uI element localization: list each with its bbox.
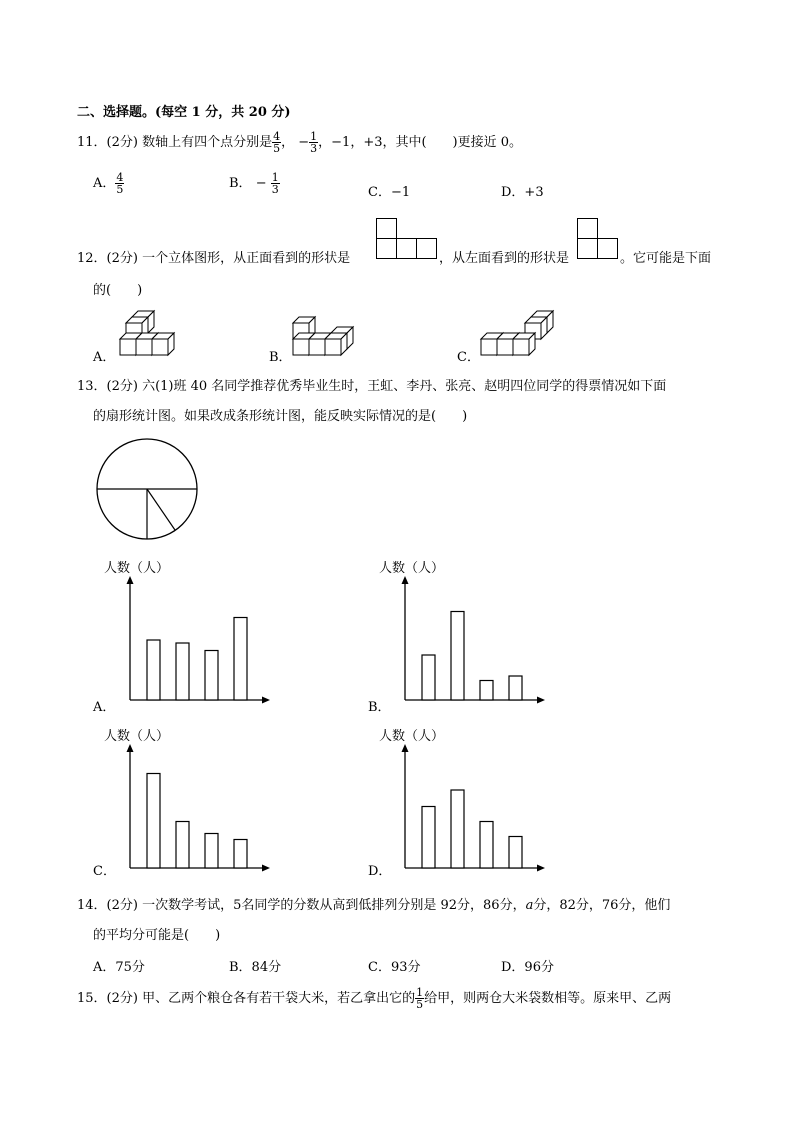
cube-front: [481, 339, 497, 355]
fraction-1-3: $\frac{1}{3}$: [310, 130, 318, 155]
q12-option-a[interactable]: A．: [93, 350, 116, 365]
x-axis-arrow: [537, 697, 545, 704]
cube-front: [497, 339, 513, 355]
q14-line2: 的平均分可能是( ): [93, 928, 221, 943]
variable-a: a: [525, 898, 534, 913]
cube-front: [152, 339, 168, 355]
q14-option-b[interactable]: B．84分: [229, 960, 282, 975]
bar: [176, 822, 189, 869]
q11-lead: 11．(2分) 数轴上有四个点分别是: [77, 135, 273, 150]
q13-option-d[interactable]: D．: [368, 864, 392, 879]
left-view-figure: [577, 218, 619, 260]
q13-option-c[interactable]: C．: [93, 864, 116, 879]
bar: [480, 681, 493, 701]
bar: [422, 655, 435, 700]
q13-option-b[interactable]: B．: [368, 700, 391, 715]
cube-front: [120, 339, 136, 355]
bar: [205, 834, 218, 869]
question-15: 15．(2分) 甲、乙两个粮仓各有若干袋大米，若乙拿出它的 $\frac{1}{5}$ 给甲，则两仓大米袋数相等。原来甲、乙两: [77, 986, 672, 1011]
q14-option-a[interactable]: A．75分: [93, 960, 145, 975]
cube-front: [513, 339, 529, 355]
bar-chart-c: [104, 728, 278, 878]
bar: [234, 618, 247, 701]
q12-lead: 12．(2分) 一个立体图形，从正面看到的形状是: [77, 251, 351, 266]
q12-mid: ，从左面看到的形状是: [439, 251, 570, 266]
front-view-figure: [376, 218, 438, 260]
bar-chart-b: [379, 560, 553, 710]
cube-front: [136, 339, 152, 355]
bar: [234, 840, 247, 869]
bar-chart-a: [104, 560, 278, 710]
q12-option-c[interactable]: C．: [457, 350, 480, 365]
y-axis-arrow: [127, 744, 134, 752]
bar: [451, 790, 464, 868]
bar: [147, 640, 160, 700]
cube-figure-c: [479, 306, 559, 358]
q14-option-c[interactable]: C．93分: [368, 960, 421, 975]
y-axis-label: 人数（人）: [379, 561, 445, 576]
x-axis-arrow: [537, 865, 545, 872]
q14-option-d[interactable]: D．96分: [501, 960, 554, 975]
bar: [176, 643, 189, 700]
y-axis-label: 人数（人）: [379, 729, 445, 744]
cube-front: [293, 339, 309, 355]
y-axis-arrow: [402, 744, 409, 752]
q13-line2: 的扇形统计图。如果改成条形统计图，能反映实际情况的是( ): [93, 409, 468, 424]
q12-tail: 。它可能是下面: [620, 251, 712, 266]
pie-chart: [95, 437, 199, 541]
q11-option-d[interactable]: D．+3: [501, 185, 544, 200]
cube-figure-a: [118, 306, 188, 358]
bar: [509, 676, 522, 700]
q11-option-a[interactable]: A． $\frac{4}{5}$: [93, 171, 124, 196]
section-title: 二、选择题。(每空 1 分，共 20 分): [77, 105, 291, 120]
fraction-1-5: $\frac{1}{5}$: [416, 986, 424, 1011]
cube-figure-b: [291, 306, 371, 358]
q13-option-a[interactable]: A．: [93, 700, 116, 715]
cube-front: [325, 339, 341, 355]
q11-option-c[interactable]: C．−1: [368, 185, 411, 200]
bar-chart-d: [379, 728, 553, 878]
y-axis-label: 人数（人）: [104, 561, 170, 576]
y-axis-label: 人数（人）: [104, 729, 170, 744]
bar: [509, 837, 522, 869]
bar: [480, 822, 493, 869]
bar: [147, 774, 160, 869]
bar: [422, 807, 435, 869]
x-axis-arrow: [262, 865, 270, 872]
fraction-4-5: $\frac{4}{5}$: [273, 130, 281, 155]
q11-tail: ，−1，+3，其中( )更接近 0。: [318, 135, 523, 150]
x-axis-arrow: [262, 697, 270, 704]
cube-front: [309, 339, 325, 355]
question-11: 11．(2分) 数轴上有四个点分别是 $\frac{4}{5}$ ， − $\frac{1}{3}$ ，−1，+3，其中( )更接近 0。: [77, 130, 523, 155]
q12-line2: 的( ): [93, 283, 143, 298]
q13-line1: 13．(2分) 六(1)班 40 名同学推荐优秀毕业生时，王虹、李丹、张亮、赵明四位同学的得票情况如下面: [77, 379, 667, 394]
question-14: 14．(2分) 一次数学考试，5名同学的分数从高到低排列分别是 92分，86分，a分，82分，76分，他们: [77, 898, 671, 913]
bar: [205, 651, 218, 701]
bar: [451, 612, 464, 701]
q11-option-b[interactable]: B． − $\frac{1}{3}$: [229, 171, 279, 196]
y-axis-arrow: [402, 576, 409, 584]
y-axis-arrow: [127, 576, 134, 584]
q12-option-b[interactable]: B．: [269, 350, 292, 365]
